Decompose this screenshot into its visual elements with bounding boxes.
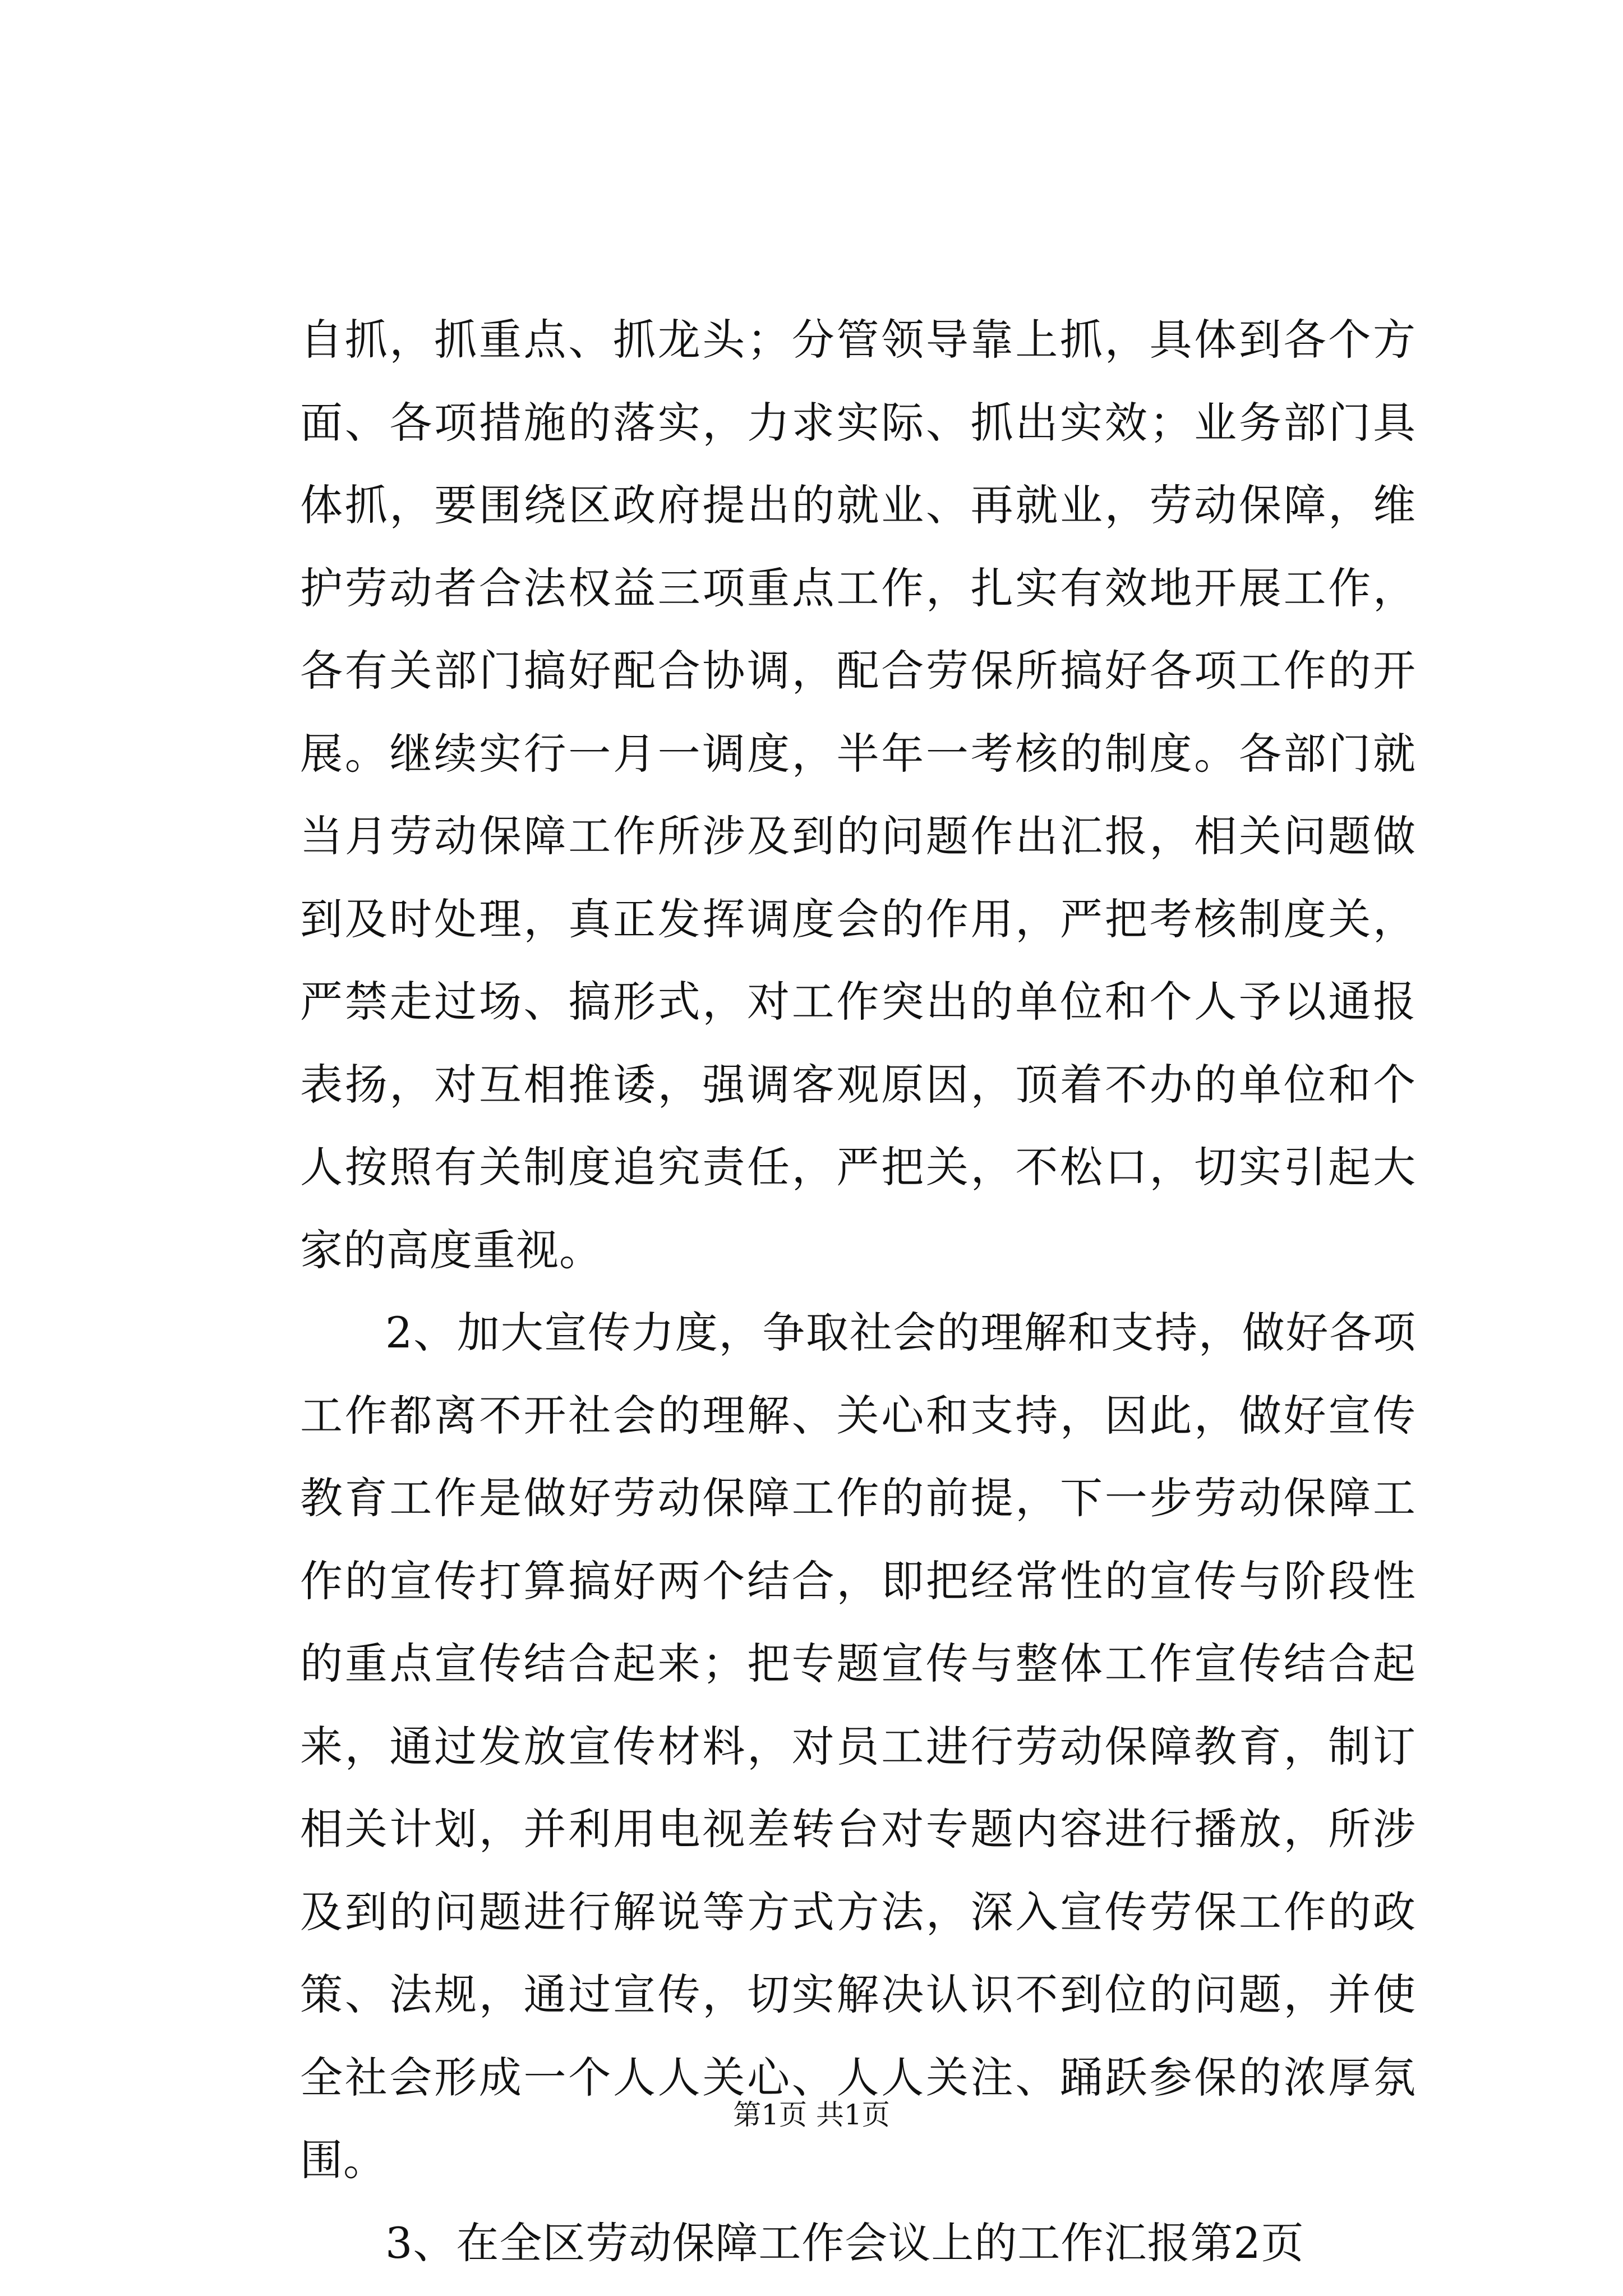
paragraph-continued: 自抓，抓重点、抓龙头；分管领导靠上抓，具体到各个方面、各项措施的落实，力求实际、抓出实效；业务部门具体抓，要围绕区政府提出的就业、再就业，劳动保障，维护劳动者合法权益三项重点工作，扎实有效地开展工作，各有关部门搞好配合协调，配合劳保所搞好各项工作的开展。继续实行一月一调度，半年一考核的制度。各部门就当月劳动保障工作所涉及到的问题作出汇报，相关问题做到及时处理，真正发挥调度会的作用，严把考核制度关，严禁走过场、搞形式，对工作突出的单位和个人予以通报表扬，对互相推诿，强调客观原因，顶着不办的单位和个人按照有关制度追究责任，严把关，不松口，切实引起大家的高度重视。 — [300, 315, 1416, 1275]
paragraph-item-three: 3、在全区劳动保障工作会议上的工作汇报第2页 — [385, 2217, 1304, 2268]
page-footer: 第1页 共1页 — [733, 2099, 890, 2131]
document-body — [300, 298, 1416, 2284]
paragraph-publicity: 2、加大宣传力度，争取社会的理解和支持，做好各项工作都离不开社会的理解、关心和支持，因此，做好宣传教育工作是做好劳动保障工作的前提，下一步劳动保障工作的宣传打算搞好两个结合，即把经常性的宣传与阶段性的重点宣传结合起来；把专题宣传与整体工作宣传结合起来，通过发放宣传材料，对员工进行劳动保障教育，制订相关计划，并利用电视差转台对专题内容进行播放，所涉及到的问题进行解说等方式方法，深入宣传劳保工作的政策、法规，通过宣传，切实解决认识不到位的问题，并使全社会形成一个人人关心、人人关注、踊跃参保的浓厚氛围。 — [300, 1308, 1416, 2185]
